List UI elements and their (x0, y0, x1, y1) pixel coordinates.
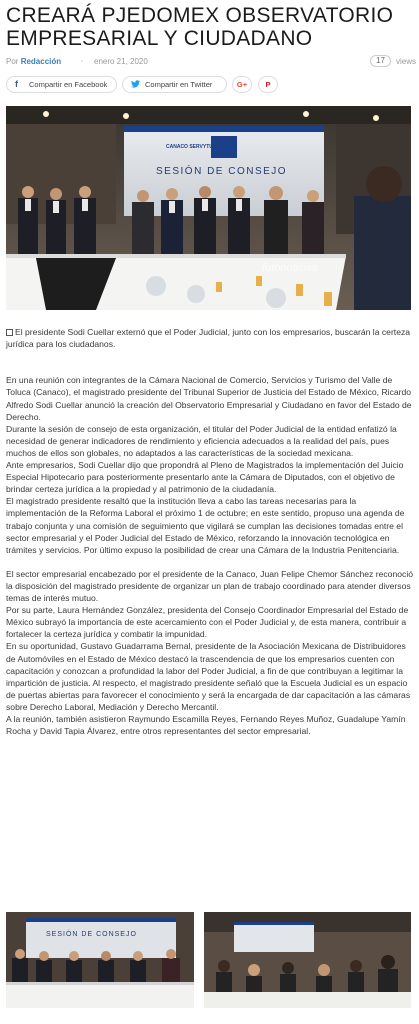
paragraph-2: Durante la sesión de consejo de esta organización, el titular del Poder Judicial de la entidad enfatizó la necesidad de generar indicadores de rendimiento y eficiencia adecuados a la realidad del país, pues muchos de ellos son globales, no adaptados a las características de la sociedad mexicana. (6, 423, 397, 458)
share-pinterest-button[interactable] (258, 76, 278, 93)
article-body (6, 326, 414, 737)
paragraph-4: El magistrado presidente resaltó que la institución lleva a cabo las tareas necesarias para la implementación de la Reforma Laboral el próximo 1 de octubre; en este sentido, propuso una agenda de trabajo conjunta y una comisión de seguimiento que vigilará se cumplan las decisiones tomadas entre el sector empresarial y el Poder Judicial del Estado de México, reforzando la innovación tecnológica en trámites y servicios. Por último expuso la posibilidad de crear una Cámara de la Industria Penitenciaria. (6, 496, 405, 555)
share-facebook-button[interactable] (6, 76, 117, 93)
banner-canaco-text: CANACO SERVYTUR (166, 144, 217, 150)
views-label: views (396, 57, 417, 66)
paragraph-5: El sector empresarial encabezado por el presidente de la Canaco, Juan Felipe Chemor Sánchez reconoció la disposición del magistrado presidente de organizar un plan de trabajo coordinado para atender diversos temas de interés mutuo. (6, 568, 414, 604)
article-meta (6, 55, 417, 69)
author-link[interactable]: Redacción (20, 57, 62, 66)
share-facebook-label: Compartir en Facebook (29, 80, 108, 89)
share-twitter-label: Compartir en Twitter (145, 80, 213, 89)
paragraph-7: En su oportunidad, Gustavo Guadarrama Bernal, presidente de la Asociación Mexicana de Distribuidores de Automóviles en el Estado de México destacó la trascendencia de que los empresarios cuenten con capacitación y conozcan a profundidad la labor del Poder Judicial, a fin de que contribuyan a legitimar la impartición de justicia. Al respecto, el magistrado presidente señaló que la Escuela Judicial es un espacio de puertas abiertas para favorecer el conocimiento y será la encargada de dar capacitación a las cámaras sobre Derecho Laboral, Mediación y Derecho Mercantil. (6, 641, 411, 712)
main-photo (6, 106, 411, 310)
gallery-banner-text: SESIÓN DE CONSEJO (46, 931, 137, 938)
paragraph-6: Por su parte, Laura Hernández González, presidenta del Consejo Coordinador Empresarial del Estado de México subrayó la importancia de este acercamiento con el Poder Judicial y, de esta manera, contribuir a fortalecer la certeza jurídica y combatir la impunidad. (6, 605, 409, 640)
paragraph-8: A la reunión, también asistieron Raymundo Escamilla Reyes, Fernando Reyes Muñoz, Guadalupe Yamín Rocha y David Tapia Álvarez, entre otros representantes del sector empresarial. (6, 714, 406, 737)
facebook-icon: f (15, 79, 18, 89)
byline (6, 57, 61, 66)
checkbox-glyph-icon (6, 329, 13, 336)
meta-separator: · (80, 55, 84, 67)
gallery-photo-2[interactable] (204, 912, 411, 1008)
googleplus-icon: G+ (236, 80, 248, 89)
publish-date: enero 21, 2020 (94, 57, 148, 66)
lead-paragraph: El presidente Sodi Cuellar externó que el Poder Judicial, junto con los empresarios, buscarán la certeza jurídica para los ciudadanos. (6, 327, 411, 350)
by-prefix: Por (6, 57, 19, 66)
photo-watermark: fotonoticias (262, 262, 318, 274)
banner-sesion-text: SESIÓN DE CONSEJO (156, 166, 288, 177)
share-googleplus-button[interactable] (232, 76, 252, 93)
twitter-icon (131, 77, 140, 92)
views-count: 17 (370, 55, 391, 67)
pinterest-icon: P (265, 80, 271, 89)
gallery-photo-1[interactable] (6, 912, 194, 1008)
paragraph-3: Ante empresarios, Sodi Cuellar dijo que propondrá al Pleno de Magistrados la implementación del Juicio Especial Hipotecario para posteriormente presentarlo ante la Cámara de Diputados, con el objetivo de brindar certeza jurídica a la propiedad y al patrimonio de la ciudadanía. (6, 460, 404, 495)
article-title: CREARÁ PJEDOMEX OBSERVATORIO EMPRESARIAL Y CIUDADANO (6, 4, 394, 50)
paragraph-1: En una reunión con integrantes de la Cámara Nacional de Comercio, Servicios y Turismo del Valle de Toluca (Canaco), el magistrado presidente del Tribunal Superior de Justicia del Estado de México, Ricardo Alfredo Sodi Cuellar anunció la creación del Observatorio Empresarial y Ciudadano en favor del Estado de Derecho. (6, 375, 412, 422)
share-twitter-button[interactable] (122, 76, 227, 93)
